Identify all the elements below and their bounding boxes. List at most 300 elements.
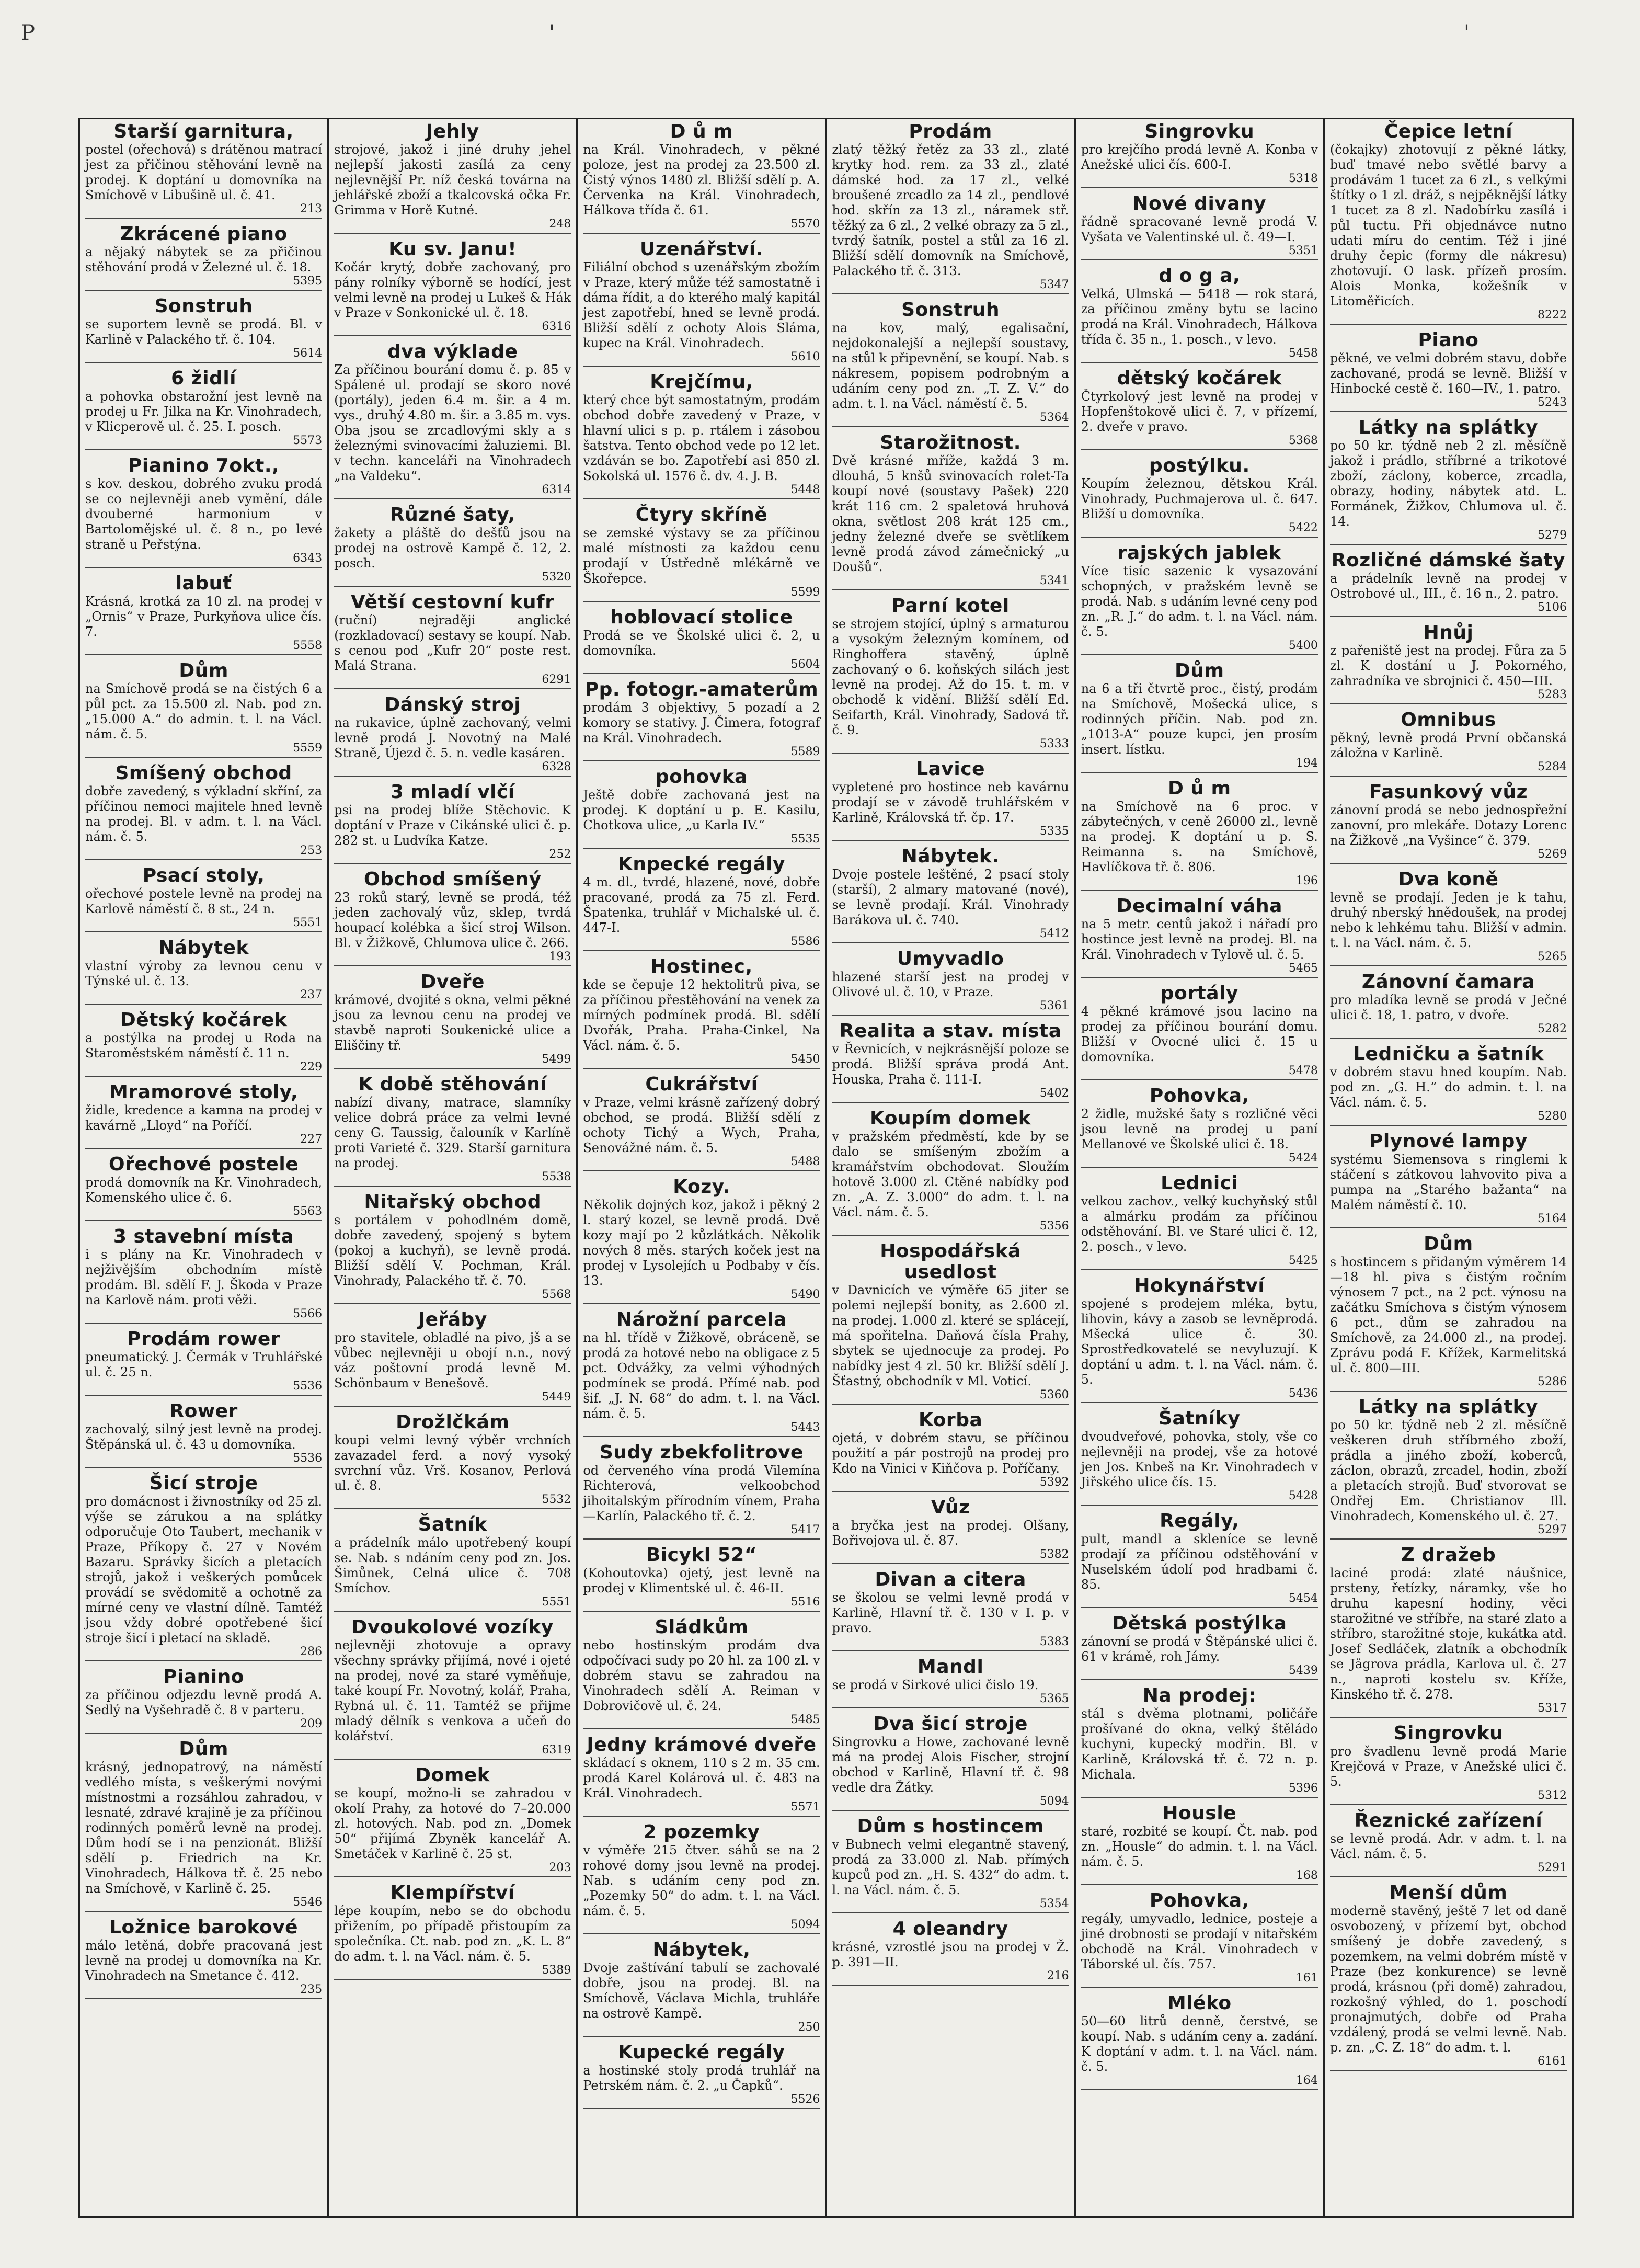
ad-headline: Jehly — [426, 121, 479, 142]
ad-reference-number: 5485 — [790, 1713, 820, 1726]
ad-headline: Různé šaty, — [389, 504, 515, 526]
ad-body-text: systému Siemensova s ringlemi k stáčení s zátkovou lahvovito piva a pumpa na „Starého bažanta“ na Malém náměstí č. 10. — [1329, 1152, 1567, 1212]
ad-reference-number: 5558 — [293, 639, 323, 652]
classified-ad — [1081, 368, 1318, 450]
ad-reference-number: 5383 — [1039, 1635, 1069, 1648]
ad-headline: Na prodej: — [1142, 1685, 1256, 1706]
ad-reference-number: 5335 — [1039, 825, 1069, 838]
classified-ad — [1330, 1234, 1567, 1392]
ad-reference-number: 5320 — [542, 571, 571, 584]
classified-ad — [583, 1617, 820, 1729]
ad-body-text: pro krejčího prodá levně A. Konba v Anežské ulici čís. 600-I. — [1081, 142, 1318, 172]
ad-reference-number: 5526 — [790, 2093, 820, 2106]
ad-reference-number: 5536 — [293, 1452, 323, 1465]
ad-body-text: na kov, malý, egalisační, nejdokonalejší a nejlepší soustavy, na stůl k připevnění, se koupí. Nab. s nákresem, popisem podrobným a udáním ceny pod zn. „T. Z. V.“ do adm. t. l. na Václ. náměstí č. 5. — [832, 321, 1069, 411]
ad-body-text: od červeného vína prodá Vilemína Richterová, velkoobchod jihoitalským přírodním vínem, Praha—Karlín, Palackého tř. č. 2. — [583, 1463, 820, 1523]
classified-ads-columns — [78, 118, 1574, 2218]
classified-ad — [334, 869, 571, 966]
ad-headline: Hnůj — [1423, 622, 1474, 643]
ad-reference-number: 6316 — [542, 320, 571, 333]
classified-ad — [334, 121, 571, 234]
ad-headline: Starší garnitura, — [113, 121, 294, 142]
ad-reference-number: 5566 — [293, 1307, 323, 1320]
ad-headline: Šatníky — [1159, 1408, 1241, 1429]
ad-column-6 — [1325, 119, 1574, 2216]
left-corner-mark: P — [21, 21, 35, 45]
ad-reference-number: 5347 — [1039, 278, 1069, 291]
ad-body-text: po 50 kr. týdně neb 2 zl. měsíčně jakož i prádlo, stříbrné a trikotové zboží, záclony, koberce, zrcadla, obrazy, hodiny, nábytek atd. L. Formánek, Žižkov, Chlumova ul. č. 14. — [1329, 438, 1567, 529]
ad-headline: Cukrářství — [645, 1074, 758, 1095]
ad-headline: 3 stavební místa — [113, 1226, 294, 1247]
ad-reference-number: 253 — [300, 844, 323, 857]
ad-reference-number: 5395 — [293, 275, 323, 288]
classified-ad — [85, 660, 322, 758]
ad-body-text: 4 pěkné krámové jsou lacino na prodej za příčinou bourání domu. Bližší v Ovocné ulici č. 15 u domovníka. — [1081, 1004, 1318, 1064]
ad-headline: Realita a stav. místa — [839, 1020, 1062, 1042]
ad-reference-number: 229 — [300, 1061, 323, 1074]
classified-ad — [832, 300, 1069, 427]
classified-ad — [334, 1765, 571, 1877]
ad-reference-number: 5094 — [790, 1918, 820, 1931]
ad-headline: Jeřáby — [418, 1309, 487, 1330]
classified-ad — [832, 432, 1069, 590]
ad-headline: Drožlčkám — [396, 1411, 510, 1433]
ad-headline: Rozličné dámské šaty — [1331, 550, 1566, 571]
ad-reference-number: 5573 — [293, 434, 323, 447]
ad-reference-number: 5425 — [1288, 1254, 1318, 1267]
ad-headline: Kupecké regály — [618, 2042, 785, 2063]
ad-headline: Decimalní váha — [1116, 895, 1282, 917]
classified-ad — [85, 1473, 322, 1661]
ad-body-text: dvoudveřové, pohovka, stoly, vše co nejlevněji na prodej, vše za hotové jen Jos. Knbeš na Kr. Vinohradech v Jiřského ulice čís. 15. — [1081, 1429, 1318, 1489]
ad-body-text: pěkné, ve velmi dobrém stavu, dobře zachované, prodá se levně. Bližší v Hinbocké cestě č. 160—IV., 1. patro. — [1329, 351, 1567, 396]
ad-body-text: regály, umyvadlo, lednice, posteje a jiné drobnosti se prodají v nitařském obchodě na Král. Vinohradech v Táborské ul. čís. 757. — [1081, 1911, 1318, 1971]
classified-ad — [583, 1940, 820, 2037]
ad-headline: Dům — [179, 1738, 228, 1760]
ad-body-text: Dvě krásné mříže, každá 3 m. dlouhá, 5 knšů svinovacích rolet-Ta koupí nové (soustavy Pašek) 220 krát 116 cm. 2 spaletová hruhová okna, světlost 208 krát 125 cm., jedny železné dveře se světlíkem levně prodá závod zámečnický „u Doušů“. — [832, 453, 1069, 574]
ad-headline: Sonstruh — [154, 295, 253, 317]
ad-body-text: se levně prodá. Adr. v adm. t. l. na Václ. nám. č. 5. — [1329, 1831, 1567, 1861]
ad-reference-number: 5424 — [1288, 1152, 1318, 1165]
ad-body-text: nabízí divany, matrace, slamníky velice dobrá práce za velmi levné ceny G. Taussig, čalouník v Karlíně proti Varieté č. 329. Starší garnitura na prodej. — [334, 1095, 571, 1170]
ad-reference-number: 5389 — [542, 1964, 571, 1977]
ad-reference-number: 5312 — [1538, 1789, 1567, 1802]
classified-ad — [1081, 778, 1318, 891]
ad-body-text: pneumatický. J. Čermák v Truhlářské ul. č. 25 n. — [85, 1350, 323, 1380]
ad-headline: Prodám rower — [127, 1328, 281, 1350]
ad-body-text: a prádelník levně na prodej v Ostrobové ul., III., č. 16 n., 2. patro. — [1329, 571, 1567, 601]
ad-body-text: v Davnicích ve výměře 65 jiter se polemi nejlepší bonity, as 2.600 zl. na prodej. 1.000 zl. které se splácejí, má spořitelna. Daňová čísla Prahy, sbytek se ujednocuje za prodej. Po nabídky jest 4 zl. 50 kr. Bližší sdělí J. Šťastný, obchodník v Ml. Voticí. — [832, 1283, 1069, 1388]
ad-reference-number: 216 — [1047, 1969, 1069, 1982]
ad-headline: Menší dům — [1389, 1882, 1508, 1904]
ad-reference-number: 5333 — [1039, 737, 1069, 750]
classified-ad — [583, 1177, 820, 1304]
classified-ad — [583, 372, 820, 499]
ad-headline: Nábytek, — [652, 1939, 751, 1961]
classified-ad — [1330, 1723, 1567, 1805]
ad-headline: Látky na splátky — [1358, 417, 1539, 438]
classified-ad — [334, 1514, 571, 1612]
ad-headline: Ledničku a šatník — [1353, 1043, 1544, 1065]
ad-body-text: pro domácnost i živnostníky od 25 zl. výše se zárukou a na splátky odporučuje Oto Taubert, mechanik v Praze, Příkopy č. 27 v Novém Bazaru. Správky šicích a pletacích strojů, jakož i veškerých pomůcek provádí se svědomitě a ochotně za mírné ceny ve vlastní dílně. Tamtéž jsou vždy dobré opotřebené šicí stroje šicí i pletací na skladě. — [85, 1494, 323, 1645]
ad-reference-number: 5400 — [1288, 639, 1318, 652]
ad-body-text: Více tisíc sazenic k vysazování schopných, v pražském levně se prodá. Nab. s udáním levné ceny pod zn. „R. J.“ do adm. t. l. na Václ. nám. č. 5. — [1081, 564, 1318, 639]
classified-ad — [1081, 896, 1318, 978]
ad-headline: labuť — [175, 573, 232, 594]
ad-headline: postýlku. — [1149, 455, 1250, 476]
classified-ad — [583, 1442, 820, 1540]
ad-reference-number: 5443 — [790, 1421, 820, 1434]
classified-ad — [1081, 543, 1318, 655]
ad-reference-number: 5563 — [293, 1205, 323, 1218]
ad-headline: Psací stoly, — [142, 865, 265, 886]
ad-reference-number: 5499 — [542, 1053, 571, 1066]
classified-ad — [832, 596, 1069, 754]
ad-reference-number: 168 — [1295, 1869, 1318, 1882]
ad-headline: D ů m — [1167, 778, 1231, 799]
ad-headline: Housle — [1162, 1803, 1237, 1824]
ad-body-text: z pařeniště jest na prodej. Fůra za 5 zl. K dostání u J. Pokorného, zahradníka ve sbrojnici č. 450—III. — [1329, 643, 1567, 688]
classified-ad — [832, 1241, 1069, 1405]
ad-body-text: pro mladíka levně se prodá v Ječné ulici č. 18, 1. patro, v dvoře. — [1329, 993, 1567, 1022]
classified-ad — [85, 1082, 322, 1149]
classified-ad — [1330, 869, 1567, 966]
ad-headline: Rower — [169, 1400, 238, 1422]
classified-ad — [1081, 1613, 1318, 1680]
ad-body-text: v výměře 215 čtver. sáhů se na 2 rohové domy jsou levně na prodej. Nab. s udáním ceny pod zn. „Pozemky 50“ do adm. t. l. na Václ. nám. č. 5. — [583, 1843, 820, 1918]
ad-reference-number: 5490 — [790, 1288, 820, 1301]
ad-headline: Mramorové stoly, — [109, 1081, 299, 1103]
ad-reference-number: 5297 — [1538, 1523, 1567, 1536]
ad-body-text: žakety a pláště do dešťů jsou na prodej na ostrově Kampě č. 12, 2. posch. — [334, 526, 571, 571]
classified-ad — [832, 1410, 1069, 1492]
classified-ad — [583, 1309, 820, 1437]
ad-reference-number: 6328 — [542, 760, 571, 773]
ad-headline: Omnibus — [1401, 709, 1496, 731]
ad-reference-number: 5551 — [542, 1595, 571, 1609]
ad-body-text: nebo hostinským prodám dva odpočívaci sudy po 20 hl. za 100 zl. v dobrém stavu se zahradou na Vinohradech sdělí A. Reiman v Dobrovičově ul. č. 24. — [583, 1638, 820, 1713]
ad-body-text: a hostinské stoly prodá truhlář na Petrském nám. č. 2. „u Čapků“. — [583, 2063, 820, 2093]
ad-body-text: laciné prodá: zlaté náušnice, prsteny, řetízky, náramky, vše ho druhu kapesní hodiny, věci starožitné ve stříbře, na staré zlato a stříbro, starožitné stoje, kukátka atd. Josef Sedláček, zlatník a obchodník se Jägrova prádla, Karlova ul. č. 27 n., naproti kostelu sv. Kříže, Kinského tř. č. 278. — [1329, 1566, 1567, 1702]
ad-body-text: krásný, jednopatrový, na náměstí vedlého místa, s veškerými novými místnostmi a rozsáhlou zahradou, v lesnaté, zdravé krajině je za příčinou rodinných poměrů levně na prodej. Dům hodí se i na penzionát. Bližší sdělí p. Friedrich na Kr. Vinohradech, Hálkova tř. č. 25 nebo na Smíchově, v Karlině č. 25. — [85, 1760, 323, 1896]
classified-ad — [85, 1667, 322, 1734]
classified-ad — [832, 1816, 1069, 1913]
ad-body-text: psi na prodej blíže Stěchovic. K doptání v Praze v Cikánské ulici č. p. 282 st. u Ludvíka Katze. — [334, 803, 571, 848]
ad-body-text: prodá domovník na Kr. Vinohradech, Komenského ulice č. 6. — [85, 1175, 323, 1205]
ad-body-text: pro švadlenu levně prodá Marie Krejčová v Praze, v Anežské ulici č. 5. — [1329, 1744, 1567, 1789]
ad-body-text: s portálem v pohodlném domě, dobře zavedený, spojený s bytem (pokoj a kuchyň), se levně prodá. Bližší sdělí V. Pochman, Král. Vinohrady, Palackého tř. č. 70. — [334, 1213, 571, 1288]
ad-body-text: a bryčka jest na prodej. Olšany, Bořivojova ul. č. 87. — [832, 1518, 1069, 1548]
ad-headline: Plynové lampy — [1369, 1131, 1528, 1152]
ad-reference-number: 5532 — [542, 1493, 571, 1506]
ad-headline: Domek — [415, 1764, 490, 1786]
classified-ad — [1330, 1131, 1567, 1228]
ad-headline: K době stěhování — [358, 1074, 547, 1095]
ad-reference-number: 248 — [549, 218, 571, 231]
ad-reference-number: 5243 — [1538, 396, 1567, 409]
classified-ad — [832, 1497, 1069, 1564]
ad-reference-number: 5551 — [293, 916, 323, 929]
classified-ad — [85, 573, 322, 655]
classified-ad — [832, 846, 1069, 943]
ad-headline: dětský kočárek — [1117, 368, 1282, 389]
ad-body-text: pěkný, levně prodá První občanská záložna v Karlině. — [1329, 731, 1567, 760]
ad-headline: Umyvadlo — [897, 948, 1004, 970]
ad-reference-number: 6161 — [1538, 2055, 1567, 2068]
classified-ad — [583, 679, 820, 761]
classified-ad — [832, 121, 1069, 294]
ad-headline: Knpecké regály — [617, 853, 785, 875]
ad-body-text: 50—60 litrů denně, čerstvé, se koupí. Nab. s udáním ceny a. zadání. K doptání v adm. t. l. na Václ. nám. č. 5. — [1081, 2014, 1318, 2074]
classified-ad — [1081, 1685, 1318, 1798]
ad-reference-number: 193 — [549, 950, 571, 963]
ad-reference-number: 5570 — [790, 218, 820, 231]
ad-body-text: se koupí, možno-li se zahradou v okolí Prahy, za hotové do 7–20.000 zl. hotových. Nab. pod zn. „Domek 50“ přijímá Zbyněk kancelář A. Smetáček v Karlině č. 25 st. — [334, 1786, 571, 1861]
classified-ad — [334, 1192, 571, 1304]
ad-headline: dva výklade — [387, 341, 518, 362]
ad-body-text: zánovní se prodá v Štěpánské ulici č. 61 v krámě, roh Jámy. — [1081, 1634, 1318, 1664]
ad-body-text: v dobrém stavu hned koupím. Nab. pod zn. „G. H.“ do admin. t. l. na Václ. nám. č. 5. — [1329, 1065, 1567, 1110]
classified-ad — [334, 239, 571, 336]
ad-headline: Singrovku — [1393, 1723, 1504, 1744]
ad-headline: Obchod smíšený — [363, 869, 542, 890]
classified-ad — [85, 1401, 322, 1468]
ad-reference-number: 5610 — [790, 350, 820, 363]
ad-body-text: a prádelník málo upotřebený koupí se. Nab. s ndáním ceny pod zn. Jos. Šimůnek, Celná ulice č. 708 Smíchov. — [334, 1535, 571, 1595]
ad-body-text: se strojem stojící, úplný s armaturou a vysokým železným komínem, od Ringhoffera stavěný, úplně zachovaný o 6. koňských silách jest levně na prodej. Až do 15. t. m. v obchodě k vidění. Bližší sdělí Ed. Seifarth, Král. Vinohrady, Sadová tř. č. 9. — [832, 617, 1069, 737]
ad-body-text: 4 m. dl., tvrdé, hlazené, nové, dobře pracované, prodá za 75 zl. Ferd. Špatenka, truhlář v Michalské ul. č. 447-I. — [583, 875, 820, 935]
classified-ad — [1081, 1275, 1318, 1403]
ad-reference-number: 5291 — [1538, 1861, 1567, 1874]
ad-reference-number: 5465 — [1288, 962, 1318, 975]
ad-body-text: strojové, jakož i jiné druhy jehel nejlepší jakosti zasílá za ceny nejlevnější Pr. níž česká továrna na jehlářské zboží a tkalcovská očka Fr. Grimma v Horě Kutné. — [334, 142, 571, 218]
ad-reference-number: 5318 — [1288, 172, 1318, 185]
ad-body-text: po 50 kr. týdně neb 2 zl. měsíčně veškeren druh stříbrného zboží, prádla a jiného zboží, koberců, záclon, obrazů, zrcadel, hodin, zboží a pletacích strojů. Buď stvorovat se Ondřej Em. Christianov Ill. Vinohradech, Komenského ul. č. 27. — [1329, 1418, 1567, 1523]
ad-reference-number: 252 — [549, 848, 571, 861]
ad-reference-number: 5282 — [1538, 1022, 1567, 1035]
top-right-mark: ' — [1464, 21, 1470, 45]
ad-headline: portály — [1160, 983, 1238, 1004]
ad-reference-number: 5535 — [790, 833, 820, 846]
ad-headline: Pianino 7okt., — [128, 455, 280, 476]
ad-reference-number: 5364 — [1039, 411, 1069, 424]
ad-body-text: (Kohoutovka) ojetý, jest levně na prodej v Klimentské ul. č. 46-II. — [583, 1566, 820, 1595]
ad-reference-number: 5417 — [790, 1523, 820, 1536]
ad-reference-number: 5265 — [1538, 950, 1567, 963]
classified-ad — [85, 938, 322, 1005]
ad-headline: 3 mladí vlčí — [390, 781, 515, 803]
ad-headline: Nábytek. — [901, 846, 1000, 867]
classified-ad — [334, 1883, 571, 1980]
classified-ad — [583, 505, 820, 602]
ad-body-text: Kočár krytý, dobře zachovaný, pro pány rolníky výborně se hodící, jest velmi levně na prodej u Lukeš & Hák v Praze v Sonkonické ul. č. 18. — [334, 260, 571, 320]
ad-headline: Piano — [1418, 329, 1479, 351]
ad-body-text: zánovní prodá se nebo jednospřežní zanovní, pro mlekáře. Dotazy Lorenc na Žižkově „na Vyšince“ č. 379. — [1329, 803, 1567, 848]
ad-body-text: na Smíchově na 6 proc. v zábytečných, v ceně 26000 zl., levně na prodej. K doptání u p. S. Reimanna s. na Smíchově, Havlíčkova tř. č. 806. — [1081, 799, 1318, 874]
classified-ad — [832, 1657, 1069, 1708]
classified-ad — [1330, 550, 1567, 617]
ad-body-text: se školou se velmi levně prodá v Karlině, Hlavní tř. č. 130 v I. p. v pravo. — [832, 1590, 1069, 1635]
classified-ad — [85, 224, 322, 291]
ad-headline: Regály, — [1160, 1510, 1240, 1532]
ad-headline: Pianino — [163, 1666, 245, 1688]
classified-ad — [1081, 1173, 1318, 1270]
ad-reference-number: 6319 — [542, 1743, 571, 1757]
ad-body-text: nejlevněji zhotovuje a opravy všechny správky přijímá, nové i ojeté na prodej, nové za staré vyměňuje, také koupí Fr. Novotný, kolář, Praha, Rybná ul. č. 11. Tamtéž se přijme mladý dělník s venkova a učeň do kolářství. — [334, 1638, 571, 1743]
ad-headline: Šatník — [418, 1514, 487, 1535]
ad-reference-number: 5488 — [790, 1155, 820, 1168]
ad-reference-number: 5614 — [293, 347, 323, 360]
ad-body-text: a postýlka na prodej u Roda na Staroměstském náměstí č. 11 n. — [85, 1031, 323, 1061]
classified-ad — [334, 782, 571, 864]
ad-headline: Fasunkový vůz — [1369, 781, 1528, 803]
ad-headline: Kozy. — [673, 1176, 730, 1198]
ad-reference-number: 5516 — [790, 1595, 820, 1609]
ad-body-text: na Smíchově prodá se na čistých 6 a půl pct. za 15.500 zl. Nab. pod zn. „15.000 A.“ do admin. t. l. na Václ. nám. č. 5. — [85, 681, 323, 742]
ad-headline: Pp. fotogr.-amaterům — [584, 679, 819, 700]
ad-headline: Uzenářství. — [639, 238, 763, 260]
ad-body-text: v Bubnech velmi elegantně stavený, prodá za 33.000 zl. Nab. přímých kupců pod zn. „H. S. 432“ do adm. t. l. na Václ. nám. č. 5. — [832, 1837, 1069, 1897]
ad-headline: Nárožní parcela — [616, 1309, 787, 1330]
ad-headline: Klempířství — [390, 1882, 515, 1904]
ad-reference-number: 286 — [300, 1645, 323, 1658]
ad-body-text: velkou zachov., velký kuchyňský stůl a almárku prodám za příčinou odstěhování. Bl. ve Staré ulici č. 12, 2. posch., v levo. — [1081, 1194, 1318, 1254]
ad-headline: Dveře — [420, 971, 485, 993]
ad-body-text: pult, mandl a skleníce se levně prodají za příčinou odstěhování v Nuselském údolí pod hradbami č. 85. — [1081, 1532, 1318, 1592]
ad-body-text: Koupím železnou, dětskou Král. Vinohrady, Puchmajerova ul. č. 647. Bližší u domovníka. — [1081, 476, 1318, 521]
ad-body-text: pro stavitele, obladlé na pivo, jš a se vůbec nejlevněji u obojí n.n., nový váz poštovní prodá levně M. Schönbaum v Benešově. — [334, 1330, 571, 1391]
classified-ad — [1081, 1993, 1318, 2090]
ad-headline: Dům — [1424, 1233, 1473, 1255]
ad-headline: Čtyry skříně — [635, 504, 768, 526]
classified-ad — [1330, 1545, 1567, 1718]
classified-ad — [583, 956, 820, 1069]
ad-headline: Dánský stroj — [384, 694, 521, 715]
ad-reference-number: 5571 — [790, 1800, 820, 1814]
ad-body-text: který chce být samostatným, prodám obchod dobře zavedený v Praze, v hlavní ulici s p. p. rtálem i zásobou šatstva. Tento obchod vede po 12 let. vzdáván se bo. Zapotřebí asi 850 zl. Sokolská ul. 1576 č. dv. 4. J. B. — [583, 393, 820, 483]
ad-body-text: lépe koupím, nebo se do obchodu přižením, po případě přistoupím za společníka. Ct. nab. pod zn. „K. L. 8“ do adm. t. l. na Václ. nám. č. 5. — [334, 1904, 571, 1964]
ad-reference-number: 5392 — [1039, 1476, 1069, 1489]
classified-ad — [1081, 1890, 1318, 1988]
ad-headline: Větší cestovní kufr — [351, 591, 555, 613]
ad-reference-number: 8222 — [1538, 309, 1567, 322]
ad-headline: Mandl — [917, 1656, 984, 1678]
ad-headline: Látky na splátky — [1358, 1396, 1539, 1418]
ad-reference-number: 209 — [300, 1717, 323, 1730]
classified-ad — [1330, 1883, 1567, 2071]
ad-body-text: Čtyrkolový jest levně na prodej v Hopfenštokově ulici č. 7, v přízemí, 2. dveře v pravo. — [1081, 389, 1318, 434]
ad-reference-number: 194 — [1295, 757, 1318, 770]
ad-headline: Z dražeb — [1401, 1544, 1496, 1566]
ad-body-text: dobře zavedený, s výkladní skříní, za příčinou nemoci majitele hned levně na prodej. Bl. v adm. t. l. na Václ. nám. č. 5. — [85, 784, 323, 844]
classified-ad — [1330, 972, 1567, 1039]
ad-reference-number: 5450 — [790, 1053, 820, 1066]
classified-ad — [85, 1010, 322, 1077]
classified-ad — [583, 1735, 820, 1817]
ad-body-text: Prodá se ve Školské ulici č. 2, u domovníka. — [583, 628, 820, 658]
ad-headline: Smíšený obchod — [115, 762, 292, 784]
ad-headline: d o g a, — [1159, 265, 1241, 287]
ad-reference-number: 5382 — [1039, 1548, 1069, 1561]
ad-reference-number: 237 — [300, 988, 323, 1001]
ad-body-text: s kov. deskou, dobrého zvuku prodá se co nejlevněji aneb vymění, dále dvouberné harmonium v Bartolomějské ul. č. 8 n., po levé straně u Peřstýna. — [85, 476, 323, 552]
ad-reference-number: 5286 — [1538, 1375, 1567, 1388]
ad-body-text: v Praze, velmi krásně zařízený dobrý obchod, se prodá. Bližší sdělí z ochoty Tichý a Wych, Praha, Senovážné nám. č. 5. — [583, 1095, 820, 1155]
classified-ad — [85, 763, 322, 860]
classified-ad — [334, 972, 571, 1069]
ad-body-text: 2 židle, mužské šaty s rozličné věci jsou levně na prodej u paní Mellanové ve Školské ulici č. 18. — [1081, 1107, 1318, 1152]
ad-reference-number: 5280 — [1538, 1110, 1567, 1123]
ad-column-4 — [827, 119, 1076, 2216]
ad-body-text: Velká, Ulmská — 5418 — rok stará, za příčinou změny bytu se lacino prodá na Král. Vinohradech, Hálkova třída č. 35 n., 1. posch., v levo. — [1081, 287, 1318, 347]
ad-reference-number: 5458 — [1288, 347, 1318, 360]
ad-body-text: kde se čepuje 12 hektolitrů piva, se za příčinou přestěhování na venek za mírných podmínek prodá. Bl. sdělí Dvořák, Praha. Praha-Cinkel, Na Václ. nám. č. 5. — [583, 977, 820, 1053]
ad-body-text: 23 roků starý, levně se prodá, též jeden zachovalý vůz, sklep, tvrdá houpací kolébka a šicí stroj Wilson. Bl. v Žižkově, Chlumova ulice č. 266. — [334, 890, 571, 950]
ad-body-text: spojené s prodejem mléka, bytu, lihovin, kávy a zasob se levněprodá. Mšecká ulice č. 30. Sprostředkovatelé se nevyluzují. K doptání u adm. t. l. na Václ. nám. č. 5. — [1081, 1296, 1318, 1387]
ad-headline: Singrovku — [1144, 121, 1255, 142]
ad-reference-number: 5365 — [1039, 1692, 1069, 1705]
ad-body-text: ořechové postele levně na prodej na Karlově náměstí č. 8 st., 24 n. — [85, 886, 323, 916]
classified-ad — [583, 1074, 820, 1171]
classified-ad — [583, 121, 820, 234]
classified-ad — [1081, 1511, 1318, 1608]
ad-reference-number: 164 — [1295, 2074, 1318, 2087]
ad-reference-number: 5269 — [1538, 848, 1567, 861]
classified-ad — [1081, 983, 1318, 1080]
ad-reference-number: 5599 — [790, 586, 820, 599]
ad-reference-number: 235 — [300, 1983, 323, 1996]
ad-reference-number: 5317 — [1538, 1702, 1567, 1715]
ad-body-text: a pohovka obstarožní jest levně na prodej u Fr. Jilka na Kr. Vinohradech, v Klicperově ul. č. 25. I. posch. — [85, 389, 323, 434]
ad-reference-number: 5422 — [1288, 521, 1318, 534]
ad-body-text: málo letěná, dobře pracovaná jest levně na prodej u domovníka na Kr. Vinohradech na Smetance č. 412. — [85, 1938, 323, 1983]
ad-reference-number: 6314 — [542, 483, 571, 496]
classified-ad — [85, 865, 322, 932]
classified-ad — [832, 1108, 1069, 1236]
ad-reference-number: 5478 — [1288, 1064, 1318, 1077]
ad-headline: Šicí stroje — [149, 1473, 258, 1494]
ad-reference-number: 196 — [1295, 874, 1318, 887]
ad-headline: pohovka — [655, 766, 748, 788]
ad-headline: Parní kotel — [891, 595, 1010, 617]
ad-headline: Sonstruh — [901, 299, 1000, 321]
ad-headline: Dva koně — [1398, 869, 1499, 890]
ad-body-text: i s plány na Kr. Vinohradech v nejživějším obchodním místě prodám. Bl. sdělí F. J. Škoda v Praze na Karlově nám. proti věži. — [85, 1247, 323, 1307]
classified-ad — [832, 1021, 1069, 1103]
ad-body-text: staré, rozbité se koupí. Čt. nab. pod zn. „Housle“ do admin. t. l. na Václ. nám. č. 5. — [1081, 1824, 1318, 1869]
classified-ad — [1081, 455, 1318, 538]
ad-reference-number: 6291 — [542, 673, 571, 686]
ad-headline: Čepice letní — [1384, 121, 1513, 142]
ad-reference-number: 5360 — [1039, 1388, 1069, 1401]
ad-headline: 4 oleandry — [892, 1918, 1008, 1940]
ad-headline: rajských jablek — [1117, 542, 1281, 564]
ad-reference-number: 5279 — [1538, 529, 1567, 542]
ad-reference-number: 5538 — [542, 1170, 571, 1183]
classified-ad — [583, 239, 820, 367]
classified-ad — [1081, 660, 1318, 773]
ad-headline: Hokynářství — [1134, 1275, 1265, 1296]
ad-body-text: řádně spracované levně prodá V. Vyšata ve Valentinské ul. č. 49—I. — [1081, 214, 1318, 244]
ad-reference-number: 5436 — [1288, 1387, 1318, 1400]
ad-reference-number: 5164 — [1538, 1212, 1567, 1225]
ad-reference-number: 5396 — [1288, 1782, 1318, 1795]
ad-headline: Korba — [918, 1409, 983, 1431]
ad-reference-number: 5368 — [1288, 434, 1318, 447]
ad-body-text: Dvoje zaštívání tabulí se zachovalé dobře, jsou na prodej. Bl. na Smíchově, Václava Michla, truhláře na ostrově Kampě. — [583, 1961, 820, 2021]
classified-ad — [583, 1822, 820, 1934]
ad-reference-number: 5536 — [293, 1380, 323, 1393]
